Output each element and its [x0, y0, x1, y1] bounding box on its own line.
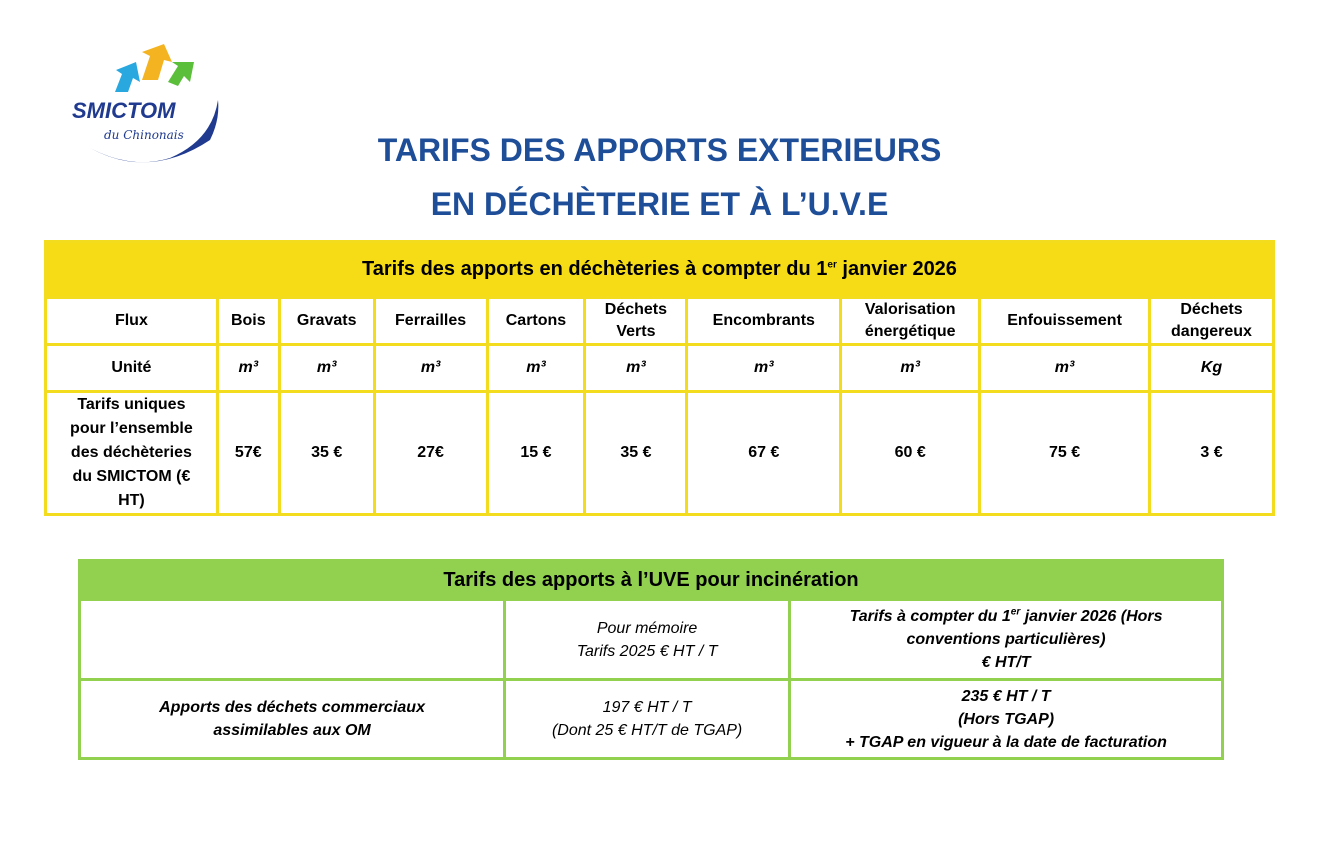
logo-name: SMICTOM [72, 98, 176, 123]
flux-cell: Gravats [279, 298, 374, 345]
price-cell: 67 € [687, 392, 841, 515]
memo-header-cell [505, 600, 790, 680]
flux-cell: Déchets dangereux [1149, 298, 1273, 345]
unit-cell: m³ [374, 345, 487, 392]
old-price-line2: (Dont 25 € HT/T de TGAP) [551, 722, 743, 739]
page-title-line2: EN DÉCHÈTERIE ET À L’U.V.E [430, 186, 889, 222]
logo-subtitle: du Chinonais [104, 128, 184, 142]
unit-cell: m³ [687, 345, 841, 392]
page-title-line1: TARIFS DES APPORTS EXTERIEURS [377, 132, 942, 168]
unit-cell: m³ [841, 345, 980, 392]
new-price-line3: + TGAP en vigueur à la date de facturation [845, 733, 1167, 751]
price-cell: 27€ [374, 392, 487, 515]
price-cell: 3 € [1149, 392, 1273, 515]
new-price-cell [790, 680, 1223, 759]
unit-cell: m³ [487, 345, 585, 392]
memo-line2: Tarifs 2025 € HT / T [576, 642, 718, 660]
new-tariff-header-cell [790, 600, 1223, 680]
memo-line1: Pour mémoire [596, 619, 698, 637]
dechetterie-tariff-table [44, 240, 1275, 516]
unit-cell: Kg [1149, 345, 1273, 392]
row-label-commerciaux: Apports des déchets commerciaux assimilables aux OM [80, 680, 505, 759]
row-label-unite: Unité [46, 345, 218, 392]
price-cell: 57€ [217, 392, 279, 515]
price-cell: 60 € [841, 392, 980, 515]
price-cell: 35 € [279, 392, 374, 515]
row-label-flux: Flux [46, 298, 218, 345]
flux-cell: Déchets Verts [585, 298, 687, 345]
unit-cell: m³ [980, 345, 1150, 392]
flux-cell: Encombrants [687, 298, 841, 345]
price-cell: 15 € [487, 392, 585, 515]
old-price-line1: 197 € HT / T [602, 699, 692, 716]
row-label-tarifs: Tarifs uniques pour l’ensemble des déchèteries du SMICTOM (€ HT) [46, 392, 218, 515]
old-price-cell [505, 680, 790, 759]
uve-table-heading: Tarifs des apports à l’UVE pour incinération [80, 561, 1223, 600]
unit-cell: m³ [585, 345, 687, 392]
flux-cell: Bois [217, 298, 279, 345]
flux-cell: Ferrailles [374, 298, 487, 345]
dechetterie-table-heading: Tarifs des apports en déchèteries à compter du 1er janvier 2026 [46, 242, 1274, 298]
new-tariff-header-line1: Tarifs à compter du 1er janvier 2026 (Hors conventions particulières) [849, 606, 1163, 648]
new-price-line2: (Hors TGAP) [958, 710, 1055, 728]
price-cell: 35 € [585, 392, 687, 515]
empty-cell [80, 600, 505, 680]
new-tariff-header-line2: € HT/T [981, 654, 1031, 671]
flux-cell: Enfouissement [980, 298, 1150, 345]
unit-cell: m³ [279, 345, 374, 392]
flux-cell: Cartons [487, 298, 585, 345]
unit-cell: m³ [217, 345, 279, 392]
uve-tariff-table [78, 559, 1224, 760]
price-cell: 75 € [980, 392, 1150, 515]
new-price-line1: 235 € HT / T [961, 687, 1051, 705]
flux-cell: Valorisation énergétique [841, 298, 980, 345]
